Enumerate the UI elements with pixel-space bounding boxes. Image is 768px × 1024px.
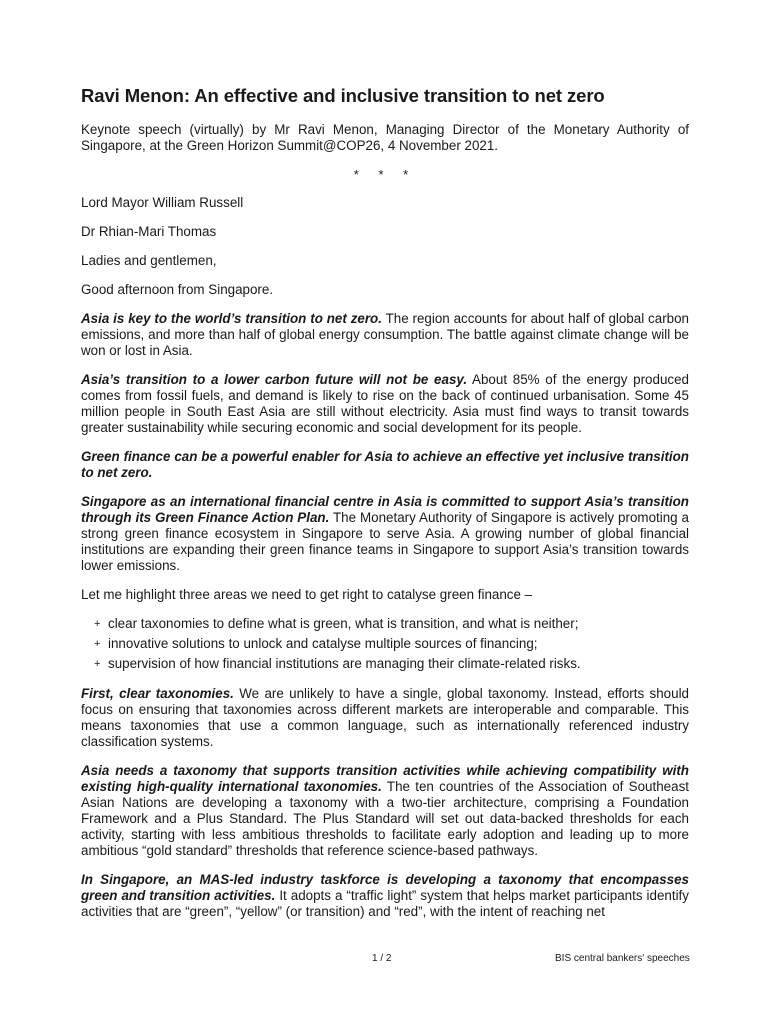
paragraph-7-body: It adopts a “traffic light” system that helps market participants identify activities that are “green”, “yellow” (or transition) and “red”, with the intent of reaching net: [81, 888, 689, 919]
paragraph-6-lead: Asia needs a taxonomy that supports transition activities while achieving compatibility with existing high-quality international taxonomies.: [81, 763, 689, 794]
salutation-3: Ladies and gentlemen,: [81, 253, 217, 268]
list-item: [81, 656, 689, 672]
bullet-list: [81, 616, 689, 672]
paragraph-6-body: The ten countries of the Association of Southeast Asian Nations are developing a taxonomy with a two-tier architecture, comprising a Foundation Framework and a Plus Standard. The Plus Standard will set out data-backed thresholds for each activity, starting with less ambitious thresholds to facilitate early adoption and leading up to more ambitious “gold standard” thresholds that reference science-based pathways.: [81, 779, 689, 858]
list-item-text: clear taxonomies to define what is green, what is transition, and what is neither;: [108, 616, 579, 631]
paragraph-3-lead: Green finance can be a powerful enabler for Asia to achieve an effective yet inclusive transition to net zero.: [81, 449, 689, 480]
list-item-text: supervision of how financial institutions are managing their climate-related risks.: [108, 656, 581, 671]
salutation-4: Good afternoon from Singapore.: [81, 282, 274, 297]
list-item: [81, 616, 689, 632]
list-item-text: innovative solutions to unlock and catalyse multiple sources of financing;: [108, 636, 538, 651]
paragraph-1: [81, 311, 689, 359]
paragraph-5-body: We are unlikely to have a single, global taxonomy. Instead, efforts should focus on ensuring that taxonomies across different markets are interoperable and comparable. This means taxonomies that use a common language, such as internationally referenced industry classification systems.: [81, 686, 689, 749]
paragraph-2-body: About 85% of the energy produced comes from fossil fuels, and demand is likely to rise on the back of continued urbanisation. Some 45 million people in South East Asia are still without electricity. Asia must find ways to transit towards greater sustainability while securing economic and social development for its people.: [81, 372, 689, 435]
paragraph-3: [81, 449, 689, 481]
paragraph-2-lead: Asia’s transition to a lower carbon future will not be easy.: [81, 372, 468, 387]
speech-subtitle: Keynote speech (virtually) by Mr Ravi Menon, Managing Director of the Monetary Authority of Singapore, at the Green Horizon Summit@COP26, 4 November 2021.: [81, 122, 689, 153]
bullet-icon: +: [94, 638, 101, 650]
list-item: [81, 636, 689, 652]
paragraph-2: [81, 372, 689, 436]
list-intro: Let me highlight three areas we need to get right to catalyse green finance –: [81, 587, 533, 602]
paragraph-5: [81, 686, 689, 750]
salutation-1: Lord Mayor William Russell: [81, 195, 244, 210]
paragraph-7-lead: In Singapore, an MAS-led industry taskforce is developing a taxonomy that encompasses green and transition activities.: [81, 872, 689, 903]
salutation-2: Dr Rhian-Mari Thomas: [81, 224, 217, 239]
paragraph-4: [81, 494, 689, 574]
paragraph-7: [81, 872, 689, 920]
page-number: 1 / 2: [372, 953, 392, 964]
paragraph-4-body: The Monetary Authority of Singapore is actively promoting a strong green finance ecosystem in Singapore to serve Asia. A growing number of global financial institutions are expanding their green finance teams in Singapore to support Asia’s transition towards lower emissions.: [81, 510, 689, 573]
paragraph-4-lead: Singapore as an international financial centre in Asia is committed to support Asia’s transition through its Green Finance Action Plan.: [81, 494, 689, 525]
bullet-icon: +: [94, 618, 101, 630]
section-separator: * * *: [353, 167, 417, 182]
document-page: [81, 84, 689, 933]
footer-source: BIS central bankers' speeches: [555, 953, 690, 964]
paragraph-6: [81, 763, 689, 859]
page-title: Ravi Menon: An effective and inclusive transition to net zero: [81, 85, 605, 106]
paragraph-1-body: The region accounts for about half of global carbon emissions, and more than half of global energy consumption. The battle against climate change will be won or lost in Asia.: [81, 311, 689, 358]
paragraph-1-lead: Asia is key to the world’s transition to net zero.: [81, 311, 382, 326]
bullet-icon: +: [94, 658, 101, 670]
paragraph-5-lead: First, clear taxonomies.: [81, 686, 234, 701]
